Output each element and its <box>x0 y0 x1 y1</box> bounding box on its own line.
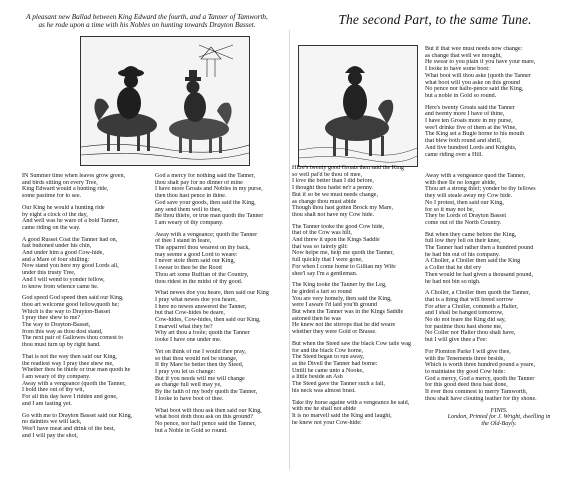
verse-line: Now stand you here my good Lords all, <box>22 263 119 270</box>
stanza <box>155 173 285 227</box>
verse-line: for this good deed thou hast done, <box>425 382 508 389</box>
stanza <box>22 205 150 232</box>
verse-line: Then would he had given a thousand pound, <box>425 271 533 278</box>
verse-line: The Steed gave the Tanner such a fall, <box>292 381 385 388</box>
stanza <box>425 349 573 403</box>
verse-line: King Edward would a hunting ride, <box>22 186 109 193</box>
verse-line: But when the Steed saw the black Cow taile wag <box>292 340 411 347</box>
verse-line: for pastime thou hast shone me, <box>425 323 503 330</box>
verse-line: and I am fasting yet. <box>22 400 72 407</box>
verse-line: I hold thee out of thy wit, <box>22 387 85 394</box>
verse-line: Though thou hast gotten Brock my Mare, <box>292 205 394 212</box>
verse-line: Be thou thiefe, or true man quoth the Tanner <box>155 213 264 220</box>
verse-line: I pray you let us change: <box>155 368 216 375</box>
verse-line: Away with a vengeance quod the Tanner, <box>425 173 526 179</box>
verse-line: And I will wend to yonder fellow, <box>22 276 105 283</box>
verse-line: For Plomton Parke I will give thee, <box>425 348 511 355</box>
stanza <box>22 295 150 349</box>
verse-line: I thought thou hadst ne'r a penny. <box>292 185 374 192</box>
verse-line: For all this day have I ridden and gone, <box>22 394 118 401</box>
verse-line: You are very homely, then said the King, <box>292 295 392 302</box>
verse-line: The way to Drayton-Basset, <box>22 322 91 329</box>
verse-line: thou shalt have clouting leather for thy shone. <box>425 395 537 402</box>
verse-line: It is no marvell said the King and laught, <box>292 412 392 419</box>
verse-line: But if you needs will me will change <box>155 375 245 382</box>
verse-line: No I protest, then said our King, <box>425 199 504 206</box>
verse-line: For when I come home to Gillian my Wife <box>292 263 396 270</box>
second-part-title: The second Part, to the same Tune. <box>338 12 532 27</box>
stanza <box>155 232 285 286</box>
verse-line: I here no newes answered the Tanner, <box>155 303 247 310</box>
verse-line: from this way as thou dost stand, <box>22 328 103 335</box>
verse-line: whether they were Gold or Brasse. <box>292 329 377 336</box>
verse-line: Our King he would a hunting ride <box>22 204 105 211</box>
column-3 <box>292 165 422 431</box>
verse-line: I have more Groats and Nobles in my purse, <box>155 186 263 193</box>
verse-line: God speed God speed then said our King, <box>22 295 124 302</box>
verse-line: that was so fairely gilt: <box>292 243 348 250</box>
verse-line: I looke to have some boot: <box>425 66 490 73</box>
stanza <box>155 349 285 403</box>
ballad-title <box>12 13 282 29</box>
verse-line: what boot doth thou ask on this ground? <box>155 414 253 421</box>
stanza <box>425 105 565 159</box>
verse-line: for and the black Cow horne, <box>292 347 364 354</box>
page-divider <box>289 30 290 470</box>
woodcut-illustration <box>299 46 417 166</box>
stanza <box>22 237 150 291</box>
verse-line: looke I have one under me. <box>155 337 222 344</box>
verse-line: but that Cow-hides be deare, <box>155 310 225 317</box>
verse-line: his neck was almost brast. <box>292 387 356 394</box>
verse-line: The Steed began to run away, <box>292 354 365 361</box>
verse-line: For after a Choller, commeth a Halter, <box>425 303 518 310</box>
verse-line: I marvell what they be? <box>155 323 213 330</box>
verse-line: astoned then he was <box>292 315 341 322</box>
ballad-title-line: as he rode upon a time with his Nobles on hunting towards Drayton Basset. <box>38 21 256 30</box>
verse-line: that blew both round and shrill, <box>425 138 502 145</box>
woodcut-illustration <box>81 37 249 165</box>
verse-line: No pence, nor half pence said the Tanner, <box>155 420 256 427</box>
stanza <box>22 354 150 408</box>
verse-line: he had not bin so nigh. <box>425 278 481 285</box>
verse-line: wee'l drinke five of them at the Wine, <box>425 124 517 131</box>
verse-line: And under him a good Cow-hide, <box>22 250 104 257</box>
verse-line: A Choller, a Choller then quoth the Tanner, <box>425 290 531 297</box>
verse-line: under this trusty Tree, <box>22 270 76 277</box>
verse-line: came riding over a Hill. <box>425 151 484 158</box>
verse-line: as the Divell the Tanner had borne: <box>292 360 378 367</box>
verse-line: I pray what newes doe you heare, <box>155 296 237 303</box>
verse-line: The Tanner tooke the good Cow hide, <box>292 223 385 230</box>
verse-line: thou art welcome good fellow,quoth he; <box>22 301 120 308</box>
verse-line: as change that well we mought, <box>425 52 502 59</box>
verse-line: And threw it upon the Kings Saddle <box>292 237 380 244</box>
verse-line: But when they came before the King, <box>425 231 517 238</box>
verse-line: Thou art a strong thief; yonder be thy fellows <box>425 186 536 193</box>
verse-line: he knew not your Cow-hide: <box>292 419 362 426</box>
stanza <box>22 173 150 200</box>
verse-line: The apparrel thou wearest on thy back, <box>155 245 250 252</box>
verse-line: Thou art some Ruffian of the Country, <box>155 271 249 278</box>
verse-line: By the faith of my body quoth the Tanner, <box>155 389 258 396</box>
verse-line: by eight a clock of the day, <box>22 211 88 218</box>
verse-line: Yet on think of me I would thee pray, <box>155 348 246 355</box>
verse-line: then thou hast pence in thine. <box>155 193 227 200</box>
verse-line: I looke to have boot of thee. <box>155 395 224 402</box>
verse-line: A good Russet Coat the Tanner had on, <box>22 236 118 243</box>
verse-line: with thee Ile no longer abide, <box>425 179 497 186</box>
stanza <box>292 282 422 336</box>
verse-line: No pence nor halfe-pence said the King, <box>425 86 524 93</box>
verse-line: he had bin out of his company. <box>425 251 500 258</box>
verse-line: and birds sitting on every Tree, <box>22 179 98 186</box>
stanza <box>155 408 285 435</box>
verse-line: Which is the way to Drayton-Basset <box>22 308 111 315</box>
verse-line: fast buttoned under his chin, <box>22 243 92 250</box>
verse-line: But if that wee must needs now change: <box>425 46 523 52</box>
verse-line: No do not feare the King did say, <box>425 317 506 324</box>
verse-line: And well was he ware of a bold Tanner, <box>22 218 119 225</box>
verse-line: they will steale away my Cow hide. <box>425 193 513 200</box>
verse-line: and a Mare of four shilling: <box>22 256 90 263</box>
verse-line: Wee'l have meat and drink of the best, <box>22 425 115 432</box>
verse-line: that of the Cow was hilt, <box>292 230 352 237</box>
verse-line: Cow-hides, Cow-hides, then said our King, <box>155 317 261 324</box>
stanza <box>425 46 565 100</box>
stanza <box>425 173 573 227</box>
stanza <box>292 400 422 427</box>
verse-line: thou must turn up by right hand. <box>22 342 101 349</box>
verse-line: They be Lords of Drayton Basset <box>425 213 507 220</box>
stanza <box>292 165 422 219</box>
verse-line: shee'l say I'm a gentleman. <box>292 270 358 277</box>
verse-line: HEre's twenty good Groats then said the King <box>292 165 404 171</box>
verse-line: God a mercy, God a mercy, quoth the Tanner <box>425 375 535 382</box>
stanza <box>292 341 422 395</box>
verse-line: were I aware I'd laid you'th ground <box>292 302 378 309</box>
verse-line: If ever thou commest to merry Tamworth, <box>425 389 528 396</box>
verse-line: Go with me to Drayton Basset said our King, <box>22 412 133 419</box>
verse-line: God a mercy for nothing said the Tanner, <box>155 173 256 179</box>
verse-line: I pray thee shew to me? <box>22 315 81 322</box>
verse-line: as change full well may ye, <box>155 382 222 389</box>
verse-line: I am weary of thy company. <box>155 219 224 226</box>
woodcut-rider <box>298 45 418 167</box>
verse-line: What boot wilt thou ask then said our King, <box>155 407 262 414</box>
verse-line: and twenty more I have of thine, <box>425 111 505 118</box>
imprint-line: the Old-Bayly. <box>481 421 517 427</box>
verse-line: Now helpe me, help me quoth the Tanner, <box>292 250 394 257</box>
verse-line: Which is worth three hundred pound a yeare, <box>425 362 535 369</box>
stanza <box>155 290 285 344</box>
printer-imprint <box>425 414 573 428</box>
column-4-bottom <box>425 173 573 428</box>
verse-line: he girded a fart so round <box>292 288 352 295</box>
verse-line: Here's twenty Groats said the Tanner <box>425 104 515 111</box>
verse-line: a little beside an Ash <box>292 374 343 381</box>
imprint-line: London, Printed for J. Wright, dwelling in <box>447 414 551 421</box>
verse-line: He knew not the stirrops that he did weare <box>292 322 396 329</box>
verse-line: Away with a vengeance (quoth the Tanner, <box>22 380 126 387</box>
verse-line: Untill he came unto a Nooke, <box>292 367 364 374</box>
column-1 <box>22 173 150 444</box>
verse-line: full quickly that I were gone, <box>292 257 363 264</box>
verse-line: but a Noble in Gold so round. <box>155 427 228 434</box>
verse-line: But if so be we must needs change, <box>292 191 378 198</box>
verse-line: But when the Tanner was in the Kings Saddle <box>292 309 404 316</box>
verse-line: Away with a vengeance; quoth the Tanner <box>155 231 258 238</box>
verse-line: God save your goods, then said the King, <box>155 199 256 206</box>
verse-line: the readiest way I pray thee shew me, <box>22 360 114 367</box>
verse-line: The next pair of Gallowes thou comest to <box>22 335 124 342</box>
verse-line: I never stole them said our King, <box>155 258 236 265</box>
verse-line: I love the better than I did before, <box>292 178 374 185</box>
verse-line: so well pai'd be thou of mee, <box>292 171 362 178</box>
stanza <box>22 413 150 440</box>
stanza <box>292 224 422 278</box>
verse-line: I have ten Groats more in my purse, <box>425 118 513 125</box>
verse-line: to know from whence came he. <box>22 283 99 290</box>
verse-line: came riding on the way. <box>22 224 81 231</box>
verse-line: so that thou would not be strange, <box>155 355 238 362</box>
woodcut-king-and-tanner <box>80 36 250 166</box>
verse-line: a Coller that he did ery <box>425 265 482 272</box>
verse-line: thou shalt pay for no dinner of mine <box>155 179 243 186</box>
verse-line: for so it may not be, <box>425 206 475 213</box>
verse-line: Take thy horse againe with a vengeance he said, <box>292 399 410 406</box>
verse-line: What newes doe you heare, then said our King <box>155 290 269 297</box>
verse-line: and I shall be hanged tomorrow, <box>425 310 504 317</box>
verse-line: That is not the way then said our King, <box>22 353 117 360</box>
finis-mark: FINIS. <box>490 406 508 414</box>
verse-line: The King tooke the Tanner by the Leg, <box>292 282 387 289</box>
verse-line: No Coller nor Halter thou shalt have, <box>425 330 516 337</box>
column-2 <box>155 173 285 439</box>
verse-line: Whether thou be thiefe or true man quoth he <box>22 367 131 374</box>
verse-line: IN Summer time when leaves grow green, <box>22 173 126 179</box>
verse-line: thou shalt not have my Cow hide. <box>292 211 375 218</box>
verse-line: A Choller, a Choller then said the King <box>425 258 521 265</box>
verse-line: full low they fell on their knee, <box>425 238 501 245</box>
verse-line: come out of the North Country. <box>425 219 502 226</box>
verse-line: What boot will thou aske (quoth the Tanner <box>425 72 531 79</box>
verse-line: no dainties we will lack, <box>22 419 82 426</box>
verse-line: but a noble in Gold so round. <box>425 92 497 99</box>
verse-line: The Tanner had rather then a hundred pound <box>425 245 534 252</box>
verse-line: but I will give thee a Fee: <box>425 337 488 344</box>
verse-line: Why art thou a foole; quoth the Tanner <box>155 330 250 337</box>
stanza <box>425 232 573 286</box>
ballad-title-line: A pleasant new Ballad between King Edward the fourth, and a Tanner of Tamworth, <box>26 13 268 21</box>
stanza <box>425 290 573 344</box>
verse-line: that is a thing that will breed sorrow <box>425 296 514 303</box>
verse-line: and I will pay the shot, <box>22 432 78 439</box>
verse-line: of thee I stand in feare, <box>155 238 212 245</box>
verse-line: thou ridest in the midst of thy good. <box>155 278 243 285</box>
verse-line: I am weary of thy company. <box>22 373 91 380</box>
verse-line: And five hundred Lords and Knights, <box>425 144 517 151</box>
verse-line: with the Tenements three beside, <box>425 355 505 362</box>
verse-line: to maintaine thy good Cow hide: <box>425 368 506 375</box>
verse-line: what boot will you aske on this ground <box>425 79 520 86</box>
verse-line: as change thou must abide <box>292 198 357 205</box>
verse-line: some pastime for to see. <box>22 193 82 200</box>
verse-line: with me he shall not abide <box>292 406 357 413</box>
verse-line: The King set a Bugle horne to his mouth <box>425 131 525 138</box>
verse-line: I swear to thee be the Rood <box>155 265 222 272</box>
column-4-top <box>425 46 565 163</box>
verse-line: If thy Mare be better then thy Steed, <box>155 362 244 369</box>
verse-line: may seeme a good Lord to weare: <box>155 251 238 258</box>
verse-line: any send them well to thee, <box>155 206 222 213</box>
verse-line: He swear to you plain if you have your mare, <box>425 59 536 66</box>
